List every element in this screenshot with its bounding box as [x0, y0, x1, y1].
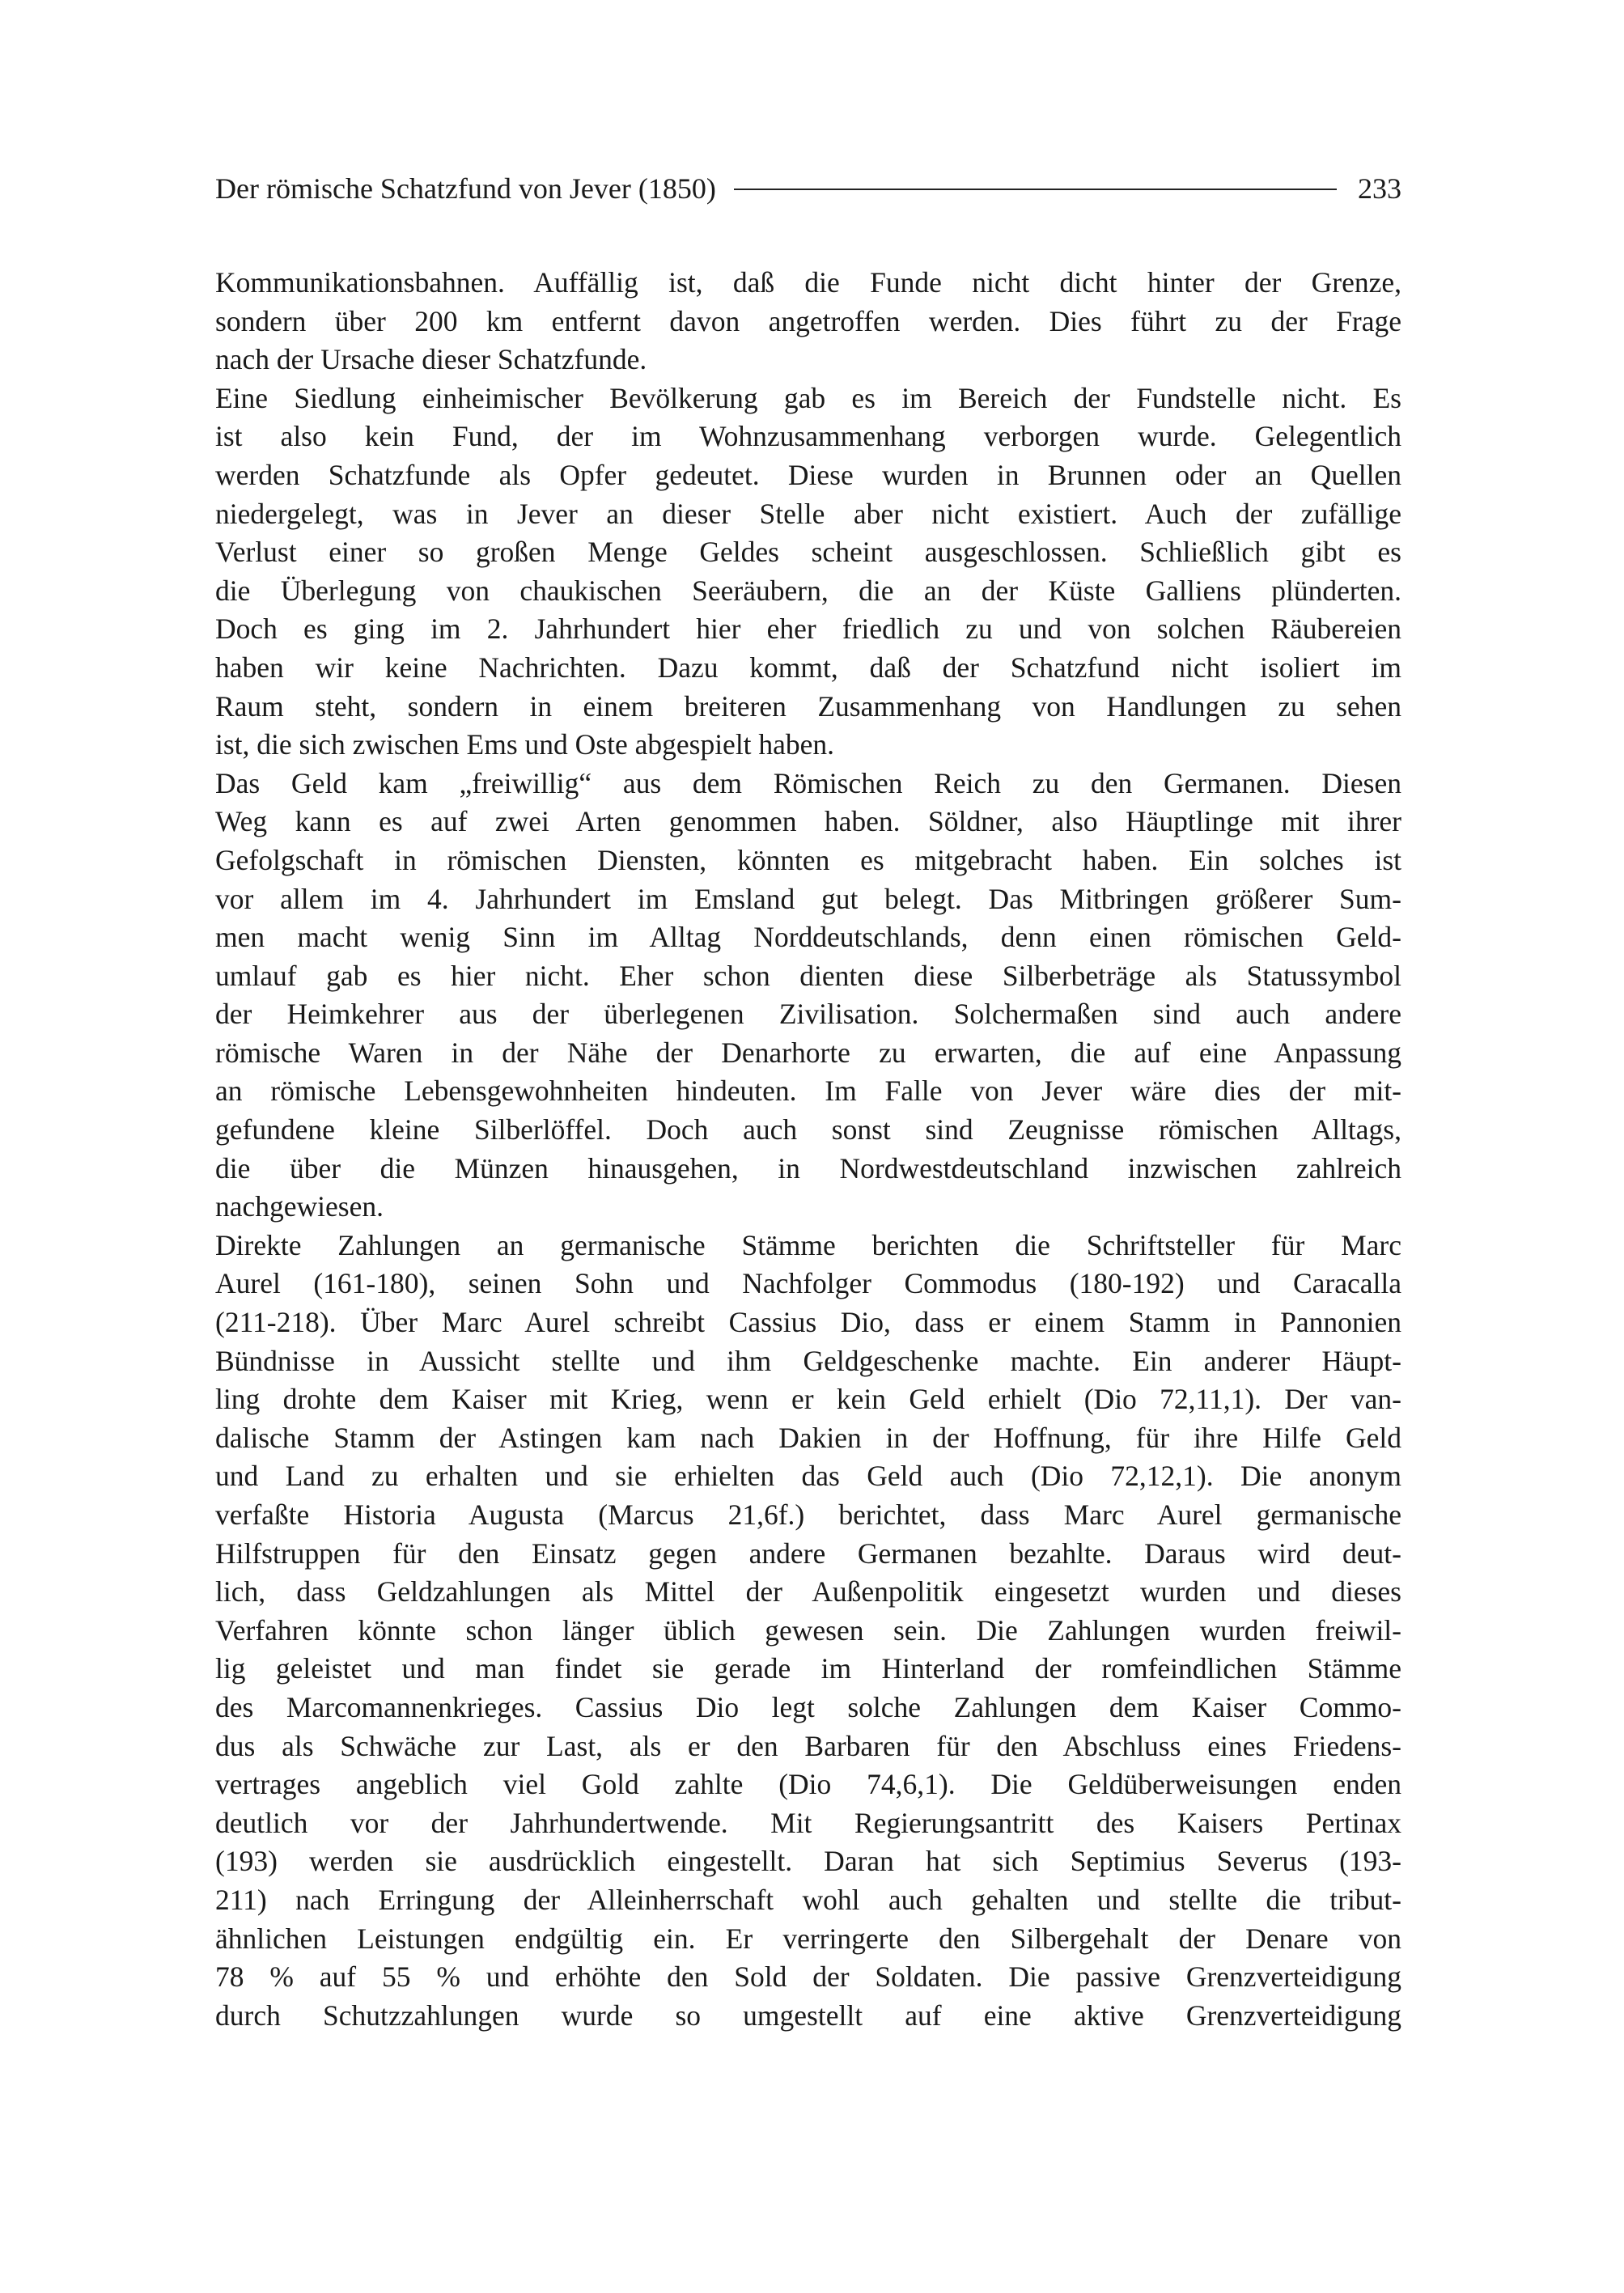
text-line: verfaßte Historia Augusta (Marcus 21,6f.) berichtet, dass Marc Aurel germanische	[215, 1498, 1401, 1531]
text-line: (193) werden sie ausdrücklich eingestellt. Daran hat sich Septimius Severus (193-	[215, 1845, 1401, 1878]
text-line: gefundene kleine Silberlöffel. Doch auch sonst sind Zeugnisse römischen Alltags,	[215, 1113, 1401, 1146]
text-line: nach der Ursache dieser Schatzfunde.	[215, 343, 647, 376]
text-line: werden Schatzfunde als Opfer gedeutet. Diese wurden in Brunnen oder an Quellen	[215, 458, 1401, 491]
text-line: Verfahren könnte schon länger üblich gewesen sein. Die Zahlungen wurden freiwil-	[215, 1613, 1401, 1647]
text-line: Verlust einer so großen Menge Geldes scheint ausgeschlossen. Schließlich gibt es	[215, 536, 1401, 569]
text-line: an römische Lebensgewohnheiten hindeuten. Im Falle von Jever wäre dies der mit-	[215, 1074, 1401, 1108]
text-line: men macht wenig Sinn im Alltag Norddeutschlands, denn einen römischen Geld-	[215, 921, 1401, 954]
text-line: ist also kein Fund, der im Wohnzusammenhang verborgen wurde. Gelegentlich	[215, 420, 1401, 453]
text-line: ist, die sich zwischen Ems und Oste abgespielt haben.	[215, 728, 835, 761]
body-text	[215, 264, 1401, 2035]
text-line: 211) nach Erringung der Alleinherrschaft wohl auch gehalten und stellte die tribut-	[215, 1883, 1401, 1916]
text-line: Das Geld kam „freiwillig“ aus dem Römischen Reich zu den Germanen. Diesen	[215, 766, 1401, 799]
header-rule	[734, 189, 1337, 190]
text-line: niedergelegt, was in Jever an dieser Stelle aber nicht existiert. Auch der zufällige	[215, 497, 1401, 530]
text-line: lig geleistet und man findet sie gerade im Hinterland der romfeindlichen Stämme	[215, 1652, 1401, 1685]
text-line: Aurel (161-180), seinen Sohn und Nachfolger Commodus (180-192) und Caracalla	[215, 1267, 1401, 1300]
text-line: sondern über 200 km entfernt davon angetroffen werden. Dies führt zu der Frage	[215, 304, 1401, 337]
text-line: (211-218). Über Marc Aurel schreibt Cassius Dio, dass er einem Stamm in Pannonien	[215, 1306, 1401, 1339]
text-line: deutlich vor der Jahrhundertwende. Mit Regierungsantritt des Kaisers Pertinax	[215, 1806, 1401, 1839]
text-line: vertrages angeblich viel Gold zahlte (Dio 74,6,1). Die Geldüberweisungen enden	[215, 1768, 1401, 1801]
text-line: Doch es ging im 2. Jahrhundert hier eher friedlich zu und von solchen Räubereien	[215, 612, 1401, 646]
text-line: Kommunikationsbahnen. Auffällig ist, daß die Funde nicht dicht hinter der Grenze,	[215, 266, 1401, 299]
text-line: Weg kann es auf zwei Arten genommen haben. Söldner, also Häuptlinge mit ihrer	[215, 805, 1401, 838]
text-line: Gefolgschaft in römischen Diensten, könnten es mitgebracht haben. Ein solches ist	[215, 843, 1401, 876]
text-line: dalische Stamm der Astingen kam nach Dakien in der Hoffnung, für ihre Hilfe Geld	[215, 1421, 1401, 1454]
text-line: 78 % auf 55 % und erhöhte den Sold der Soldaten. Die passive Grenzverteidigung	[215, 1960, 1401, 1994]
text-line: nachgewiesen.	[215, 1190, 384, 1223]
text-line: haben wir keine Nachrichten. Dazu kommt, daß der Schatzfund nicht isoliert im	[215, 651, 1401, 684]
text-line: Direkte Zahlungen an germanische Stämme berichten die Schriftsteller für Marc	[215, 1228, 1401, 1261]
text-line: des Marcomannenkrieges. Cassius Dio legt solche Zahlungen dem Kaiser Commo-	[215, 1690, 1401, 1723]
running-header-title: Der römische Schatzfund von Jever (1850)	[215, 172, 716, 205]
text-line: ling drohte dem Kaiser mit Krieg, wenn er kein Geld erhielt (Dio 72,11,1). Der van-	[215, 1383, 1401, 1416]
text-line: vor allem im 4. Jahrhundert im Emsland gut belegt. Das Mitbringen größerer Sum-	[215, 882, 1401, 915]
text-line: und Land zu erhalten und sie erhielten das Geld auch (Dio 72,12,1). Die anonym	[215, 1460, 1401, 1493]
text-line: Bündnisse in Aussicht stellte und ihm Geldgeschenke machte. Ein anderer Häupt-	[215, 1344, 1401, 1377]
text-line: Raum steht, sondern in einem breiteren Zusammenhang von Handlungen zu sehen	[215, 689, 1401, 723]
text-line: Hilfstruppen für den Einsatz gegen andere Germanen bezahlte. Daraus wird deut-	[215, 1536, 1401, 1570]
text-line: der Heimkehrer aus der überlegenen Zivilisation. Solchermaßen sind auch andere	[215, 998, 1401, 1031]
text-line: durch Schutzzahlungen wurde so umgestellt auf eine aktive Grenzverteidigung	[215, 1998, 1401, 2032]
text-line: lich, dass Geldzahlungen als Mittel der Außenpolitik eingesetzt wurden und dieses	[215, 1575, 1401, 1608]
text-line: dus als Schwäche zur Last, als er den Barbaren für den Abschluss eines Friedens-	[215, 1729, 1401, 1762]
text-line: römische Waren in der Nähe der Denarhorte zu erwarten, die auf eine Anpassung	[215, 1036, 1401, 1069]
running-header	[215, 168, 1401, 209]
page-number: 233	[1358, 172, 1401, 205]
text-line: Eine Siedlung einheimischer Bevölkerung gab es im Bereich der Fundstelle nicht. Es	[215, 381, 1401, 414]
text-line: die über die Münzen hinausgehen, in Nordwestdeutschland inzwischen zahlreich	[215, 1151, 1401, 1185]
text-line: umlauf gab es hier nicht. Eher schon dienten diese Silberbeträge als Statussymbol	[215, 959, 1401, 992]
text-line: die Überlegung von chaukischen Seeräubern, die an der Küste Galliens plünderten.	[215, 574, 1401, 607]
text-line: ähnlichen Leistungen endgültig ein. Er verringerte den Silbergehalt der Denare von	[215, 1922, 1401, 1955]
